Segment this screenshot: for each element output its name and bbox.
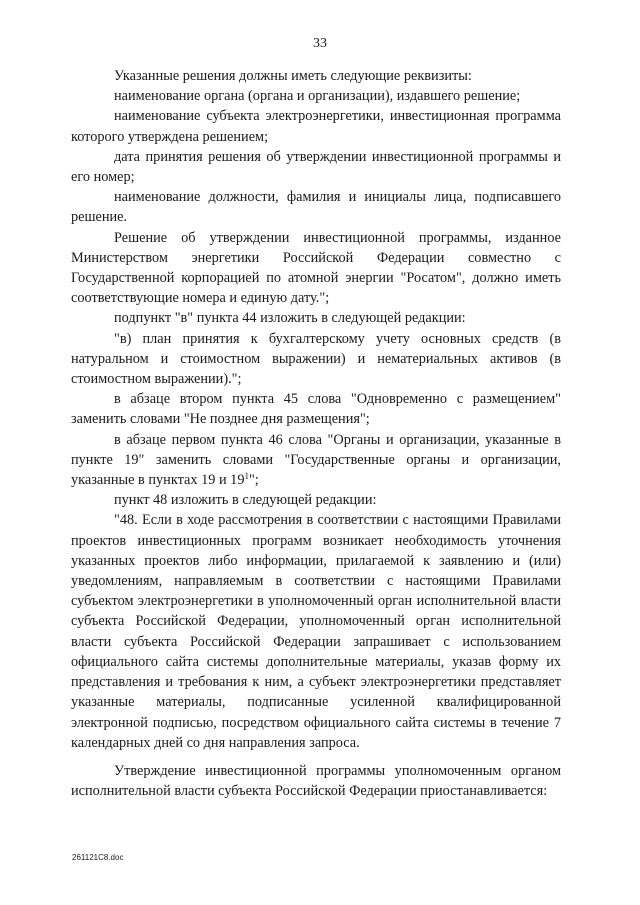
paragraph: наименование субъекта электроэнергетики, инвестиционная программа которого утверждена решением; [71, 108, 561, 145]
paragraph: "48. Если в ходе рассмотрения в соответствии с настоящими Правилами проектов инвестиционных программ возникает необходимость уточнения указанных проектов либо информации, прилагаемой к заявлению и (или) уведомлениям, направляемым в соответствии с настоящими Правилами субъектом электроэнергетики в уполномоченный орган исполнительной власти субъекта Российской Федерации, уполномоченный орган исполнительной власти субъекта Российской Федерации запрашивает с использованием официального сайта системы дополнительные материалы, указав форму их представления и требования к ним, а субъект электроэнергетики представляет указанные материалы, подписанные усиленной квалифицированной электронной подписью, посредством официального сайта системы в течение 7 календарных дней со дня направления запроса. [71, 512, 561, 751]
paragraph: наименование органа (органа и организации), издавшего решение; [114, 88, 521, 105]
paragraph: наименование должности, фамилия и инициалы лица, подписавшего решение. [71, 189, 561, 226]
footer-file-code: 261121C8.doc [72, 853, 124, 862]
superscript-number: 1 [244, 471, 249, 482]
paragraph-46-text: в абзаце первом пункта 46 слова "Органы и организации, указанные в пункте 19" заменить словами "Государственные органы и организации, указанные в пунктах 19 и 19 [71, 431, 561, 489]
paragraph: "в) план принятия к бухгалтерскому учету основных средств (в натуральном и стоимостном выражении) и нематериальных активов (в стоимостном выражении)."; [71, 330, 561, 388]
paragraph-46-ending: "; [248, 472, 259, 489]
paragraph: в абзаце втором пункта 45 слова "Одновременно с размещением" заменить словами "Не позднее дня размещения"; [71, 391, 561, 428]
paragraph-46-amendment [71, 430, 561, 491]
paragraph: Указанные решения должны иметь следующие реквизиты: [114, 68, 472, 84]
paragraph: подпункт "в" пункта 44 изложить в следующей редакции: [114, 310, 466, 327]
paragraph: Утверждение инвестиционной программы уполномоченным органом исполнительной власти субъекта Российской Федерации приостанавливается: [71, 762, 561, 800]
paragraph: Решение об утверждении инвестиционной программы, изданное Министерством энергетики Российской Федерации совместно с Государственной корпорацией по атомной энергии "Росатом", должно иметь соответствующие номера и единую дату."; [71, 229, 561, 307]
paragraph: пункт 48 изложить в следующей редакции: [114, 492, 377, 509]
document-body [71, 66, 561, 801]
paragraph: дата принятия решения об утверждении инвестиционной программы и его номер; [71, 148, 561, 186]
page-number: 33 [313, 36, 327, 51]
